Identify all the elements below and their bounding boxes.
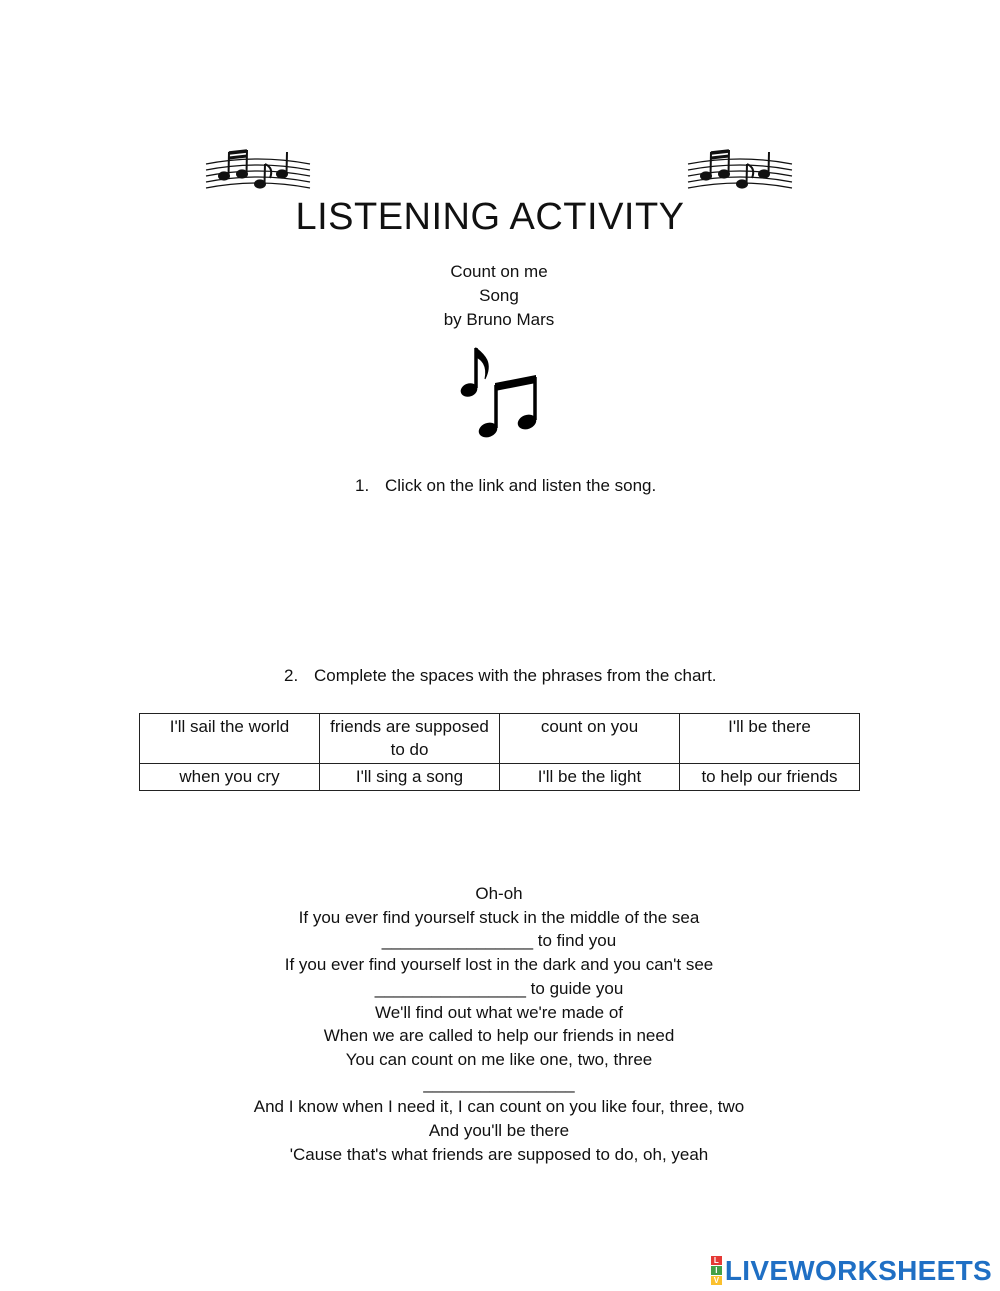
- lyric-line: If you ever find yourself stuck in the middle of the sea: [298, 907, 700, 927]
- lyric-line: We'll find out what we're made of: [374, 1002, 624, 1022]
- lyric-line: And I know when I need it, I can count on you like four, three, two: [253, 1097, 745, 1117]
- lyrics-block: [0, 882, 998, 1166]
- logo-badge-letter: I: [711, 1266, 722, 1275]
- song-type: Song: [479, 286, 519, 305]
- table-row: [140, 764, 860, 791]
- phrase-cell: I'll sing a song: [320, 764, 500, 791]
- instruction-1-text: Click on the link and listen the song.: [385, 476, 657, 495]
- lyric-blank-line[interactable]: ________________ to guide you: [374, 978, 624, 998]
- lyric-line: If you ever find yourself lost in the dark and you can't see: [284, 955, 714, 975]
- phrase-chart: [139, 713, 860, 791]
- music-staff-right-icon: [686, 146, 794, 198]
- phrase-cell: count on you: [500, 714, 680, 764]
- lyric-line: You can count on me like one, two, three: [345, 1049, 653, 1069]
- song-artist: by Bruno Mars: [443, 310, 555, 329]
- logo-badge-letter: V: [711, 1276, 722, 1285]
- table-row: [140, 714, 860, 764]
- phrase-cell: I'll sail the world: [140, 714, 320, 764]
- music-notes-icon: [455, 345, 545, 440]
- phrase-cell: to help our friends: [680, 764, 860, 791]
- instruction-2-number: 2.: [284, 666, 299, 685]
- lyric-line: And you'll be there: [428, 1121, 570, 1141]
- phrase-cell: I'll be the light: [500, 764, 680, 791]
- page-title: LISTENING ACTIVITY: [295, 196, 685, 238]
- logo-text: LIVEWORKSHEETS: [724, 1255, 992, 1286]
- music-staff-left-icon: [204, 146, 312, 198]
- instruction-2-text: Complete the spaces with the phrases from the chart.: [314, 666, 717, 685]
- phrase-cell: friends are supposed to do: [320, 714, 500, 764]
- logo-badge-letter: L: [711, 1256, 722, 1265]
- instruction-1-number: 1.: [355, 476, 370, 495]
- lyric-blank-line[interactable]: ________________: [423, 1073, 575, 1093]
- logo-badge: [711, 1256, 722, 1286]
- lyric-blank-line[interactable]: ________________ to find you: [381, 931, 617, 951]
- instruction-1: [355, 476, 656, 496]
- song-title: Count on me: [450, 262, 548, 281]
- lyric-line: When we are called to help our friends in need: [323, 1026, 675, 1046]
- phrase-cell: I'll be there: [680, 714, 860, 764]
- lyric-line: 'Cause that's what friends are supposed to do, oh, yeah: [289, 1144, 709, 1164]
- liveworksheets-logo: [711, 1254, 992, 1288]
- lyric-line: Oh-oh: [475, 884, 523, 903]
- phrase-cell: when you cry: [140, 764, 320, 791]
- instruction-2: [284, 666, 717, 686]
